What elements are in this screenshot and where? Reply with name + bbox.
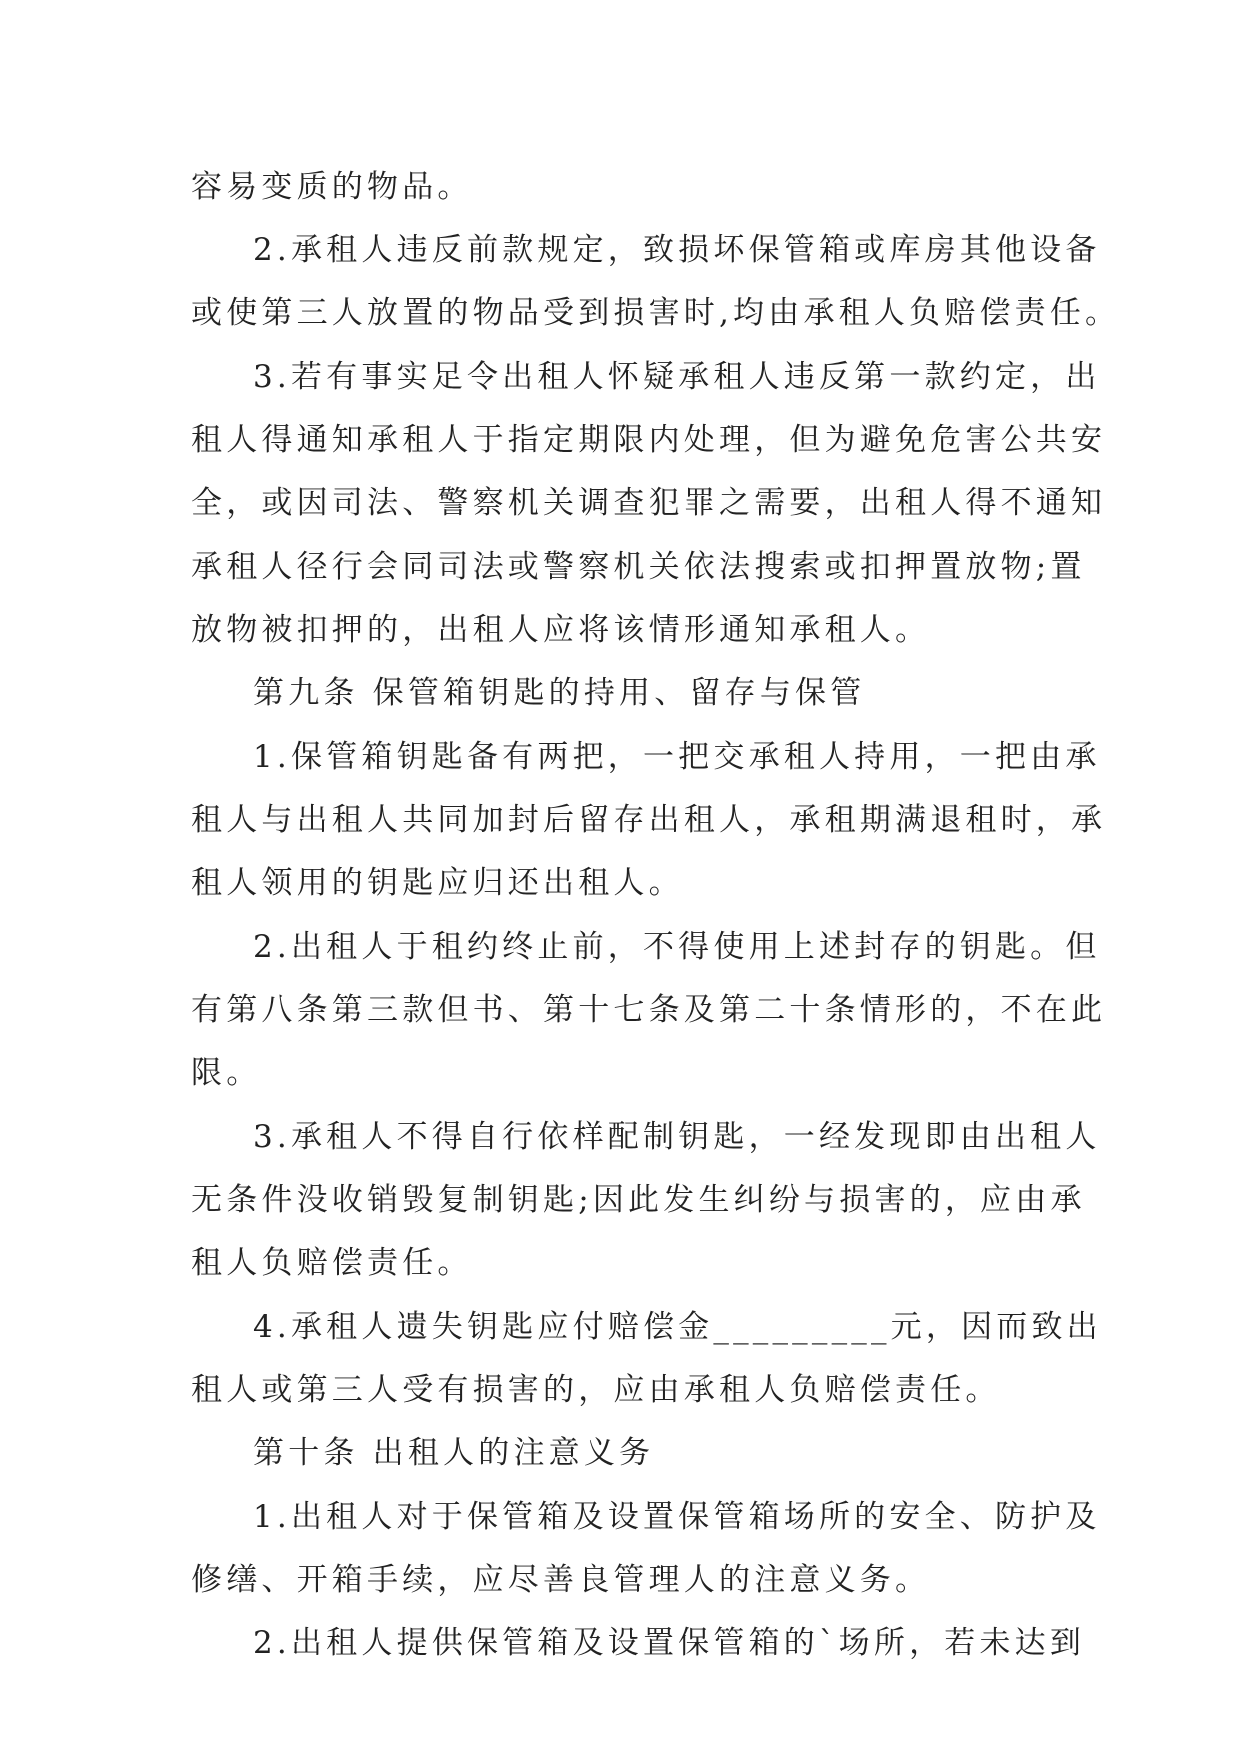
text-line: 限。 bbox=[191, 1055, 262, 1091]
text-line: 或使第三人放置的物品受到损害时,均由承租人负赔偿责任。 bbox=[191, 295, 1121, 331]
text-line: 租人或第三人受有损害的，应由承租人负赔偿责任。 bbox=[191, 1372, 1001, 1408]
text-line: 3.若有事实足令出租人怀疑承租人违反第一款约定，出 bbox=[253, 359, 1101, 395]
text-line: 1.出租人对于保管箱及设置保管箱场所的安全、防护及 bbox=[253, 1499, 1101, 1535]
text-line: 租人得通知承租人于指定期限内处理，但为避免危害公共安 bbox=[191, 422, 1107, 458]
text-line: 3.承租人不得自行依样配制钥匙，一经发现即由出租人 bbox=[253, 1119, 1101, 1155]
text-line: 租人负赔偿责任。 bbox=[191, 1245, 473, 1281]
text-line: 1.保管箱钥匙备有两把，一把交承租人持用，一把由承 bbox=[253, 739, 1101, 775]
text-line: 2.承租人违反前款规定，致损坏保管箱或库房其他设备 bbox=[253, 232, 1101, 268]
text-line: 修缮、开箱手续，应尽善良管理人的注意义务。 bbox=[191, 1562, 931, 1598]
text-line: 无条件没收销毁复制钥匙;因此发生纠纷与损害的，应由承 bbox=[191, 1182, 1086, 1218]
text-line: 租人领用的钥匙应归还出租人。 bbox=[191, 865, 684, 901]
text-line: 4.承租人遗失钥匙应付赔偿金_________元，因而致出 bbox=[253, 1309, 1102, 1345]
text-line: 有第八条第三款但书、第十七条及第二十条情形的，不在此 bbox=[191, 992, 1107, 1028]
text-line: 放物被扣押的，出租人应将该情形通知承租人。 bbox=[191, 612, 931, 648]
text-line: 承租人径行会同司法或警察机关依法搜索或扣押置放物;置 bbox=[191, 549, 1086, 585]
section-heading: 第十条 出租人的注意义务 bbox=[253, 1435, 655, 1471]
section-heading: 第九条 保管箱钥匙的持用、留存与保管 bbox=[253, 675, 866, 711]
text-line: 租人与出租人共同加封后留存出租人，承租期满退租时，承 bbox=[191, 802, 1107, 838]
text-line: 2.出租人提供保管箱及设置保管箱的`场所，若未达到 bbox=[253, 1625, 1086, 1661]
text-line: 全，或因司法、警察机关调查犯罪之需要，出租人得不通知 bbox=[191, 485, 1107, 521]
text-line: 容易变质的物品。 bbox=[191, 169, 473, 205]
text-line: 2.出租人于租约终止前，不得使用上述封存的钥匙。但 bbox=[253, 929, 1101, 965]
